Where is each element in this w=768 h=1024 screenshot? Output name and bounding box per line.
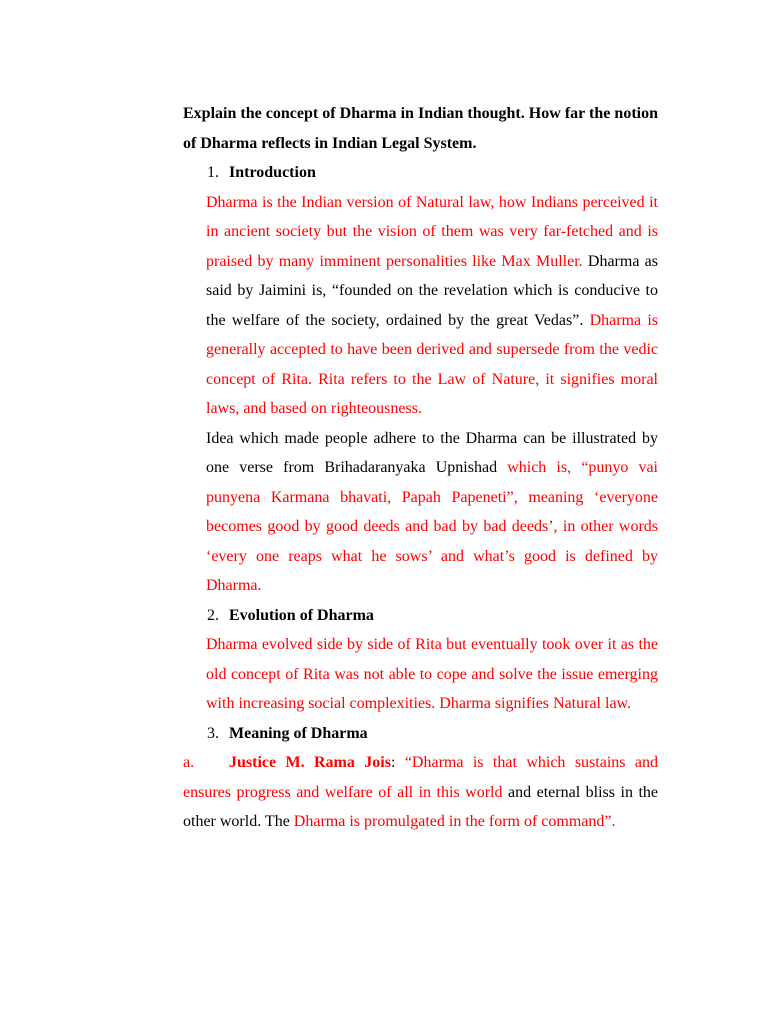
text-plain: and eternal bliss in the other world. The — [183, 783, 659, 830]
section-number: 3. — [207, 724, 219, 742]
text-highlight-red: which is, “punyo vai punyena Karmana bhavati, Papah Papeneti”, meaning ‘everyone becomes good by good deeds and bad by bad deeds’, in other words ‘every one reaps what he sows’ and what’s good is defined by Dharma. — [206, 459, 658, 594]
section-heading-meaning — [183, 719, 658, 749]
text-highlight-red: Dharma is promulgated in the form of command”. — [289, 813, 616, 830]
document-page — [183, 99, 658, 837]
section-heading-evolution — [183, 601, 658, 631]
section-title: Meaning of Dharma — [229, 724, 368, 742]
evolution-paragraph: Dharma evolved side by side of Rita but eventually took over it as the old concept of Rita was not able to cope and solve the issue emerging with increasing social complexities. Dharma signifies Natural law. — [206, 636, 658, 712]
section-heading-introduction — [183, 158, 658, 188]
section-title: Evolution of Dharma — [229, 606, 374, 624]
section-number: 1. — [207, 164, 219, 181]
introduction-paragraph-2 — [183, 424, 658, 601]
text-highlight-red: Dharma is the Indian version of Natural law, how Indians perceived it in ancient society but the vision of them was very far-fetched and is praised by many imminent personalities like Max Muller. — [206, 193, 658, 270]
item-author: Justice M. Rama Jois — [229, 754, 391, 771]
text-plain: : — [390, 754, 396, 771]
document-title: Explain the concept of Dharma in Indian thought. How far the notion of Dharma reflects in Indian Legal System. — [183, 105, 658, 152]
text-plain: Dharma as said by Jaimini is, “founded on the revelation which is conducive to the welfare of the society, ordained by the great Vedas”. — [206, 252, 659, 329]
item-label: a. — [183, 754, 195, 771]
section-number: 2. — [207, 606, 219, 624]
section-title: Introduction — [229, 164, 316, 181]
text-plain: Idea which made people adhere to the Dharma can be illustrated by one verse from Brihadaranyaka Upnishad — [206, 429, 658, 476]
text-highlight-red: Dharma is generally accepted to have been derived and supersede from the vedic concept of Rita. Rita refers to the Law of Nature, it signifies moral laws, and based on righteousness. — [206, 311, 659, 417]
introduction-paragraph-1 — [183, 188, 658, 424]
text-highlight-red: “Dharma is that which sustains and ensures progress and welfare of all in this world — [183, 754, 659, 801]
meaning-item-a — [183, 748, 658, 837]
